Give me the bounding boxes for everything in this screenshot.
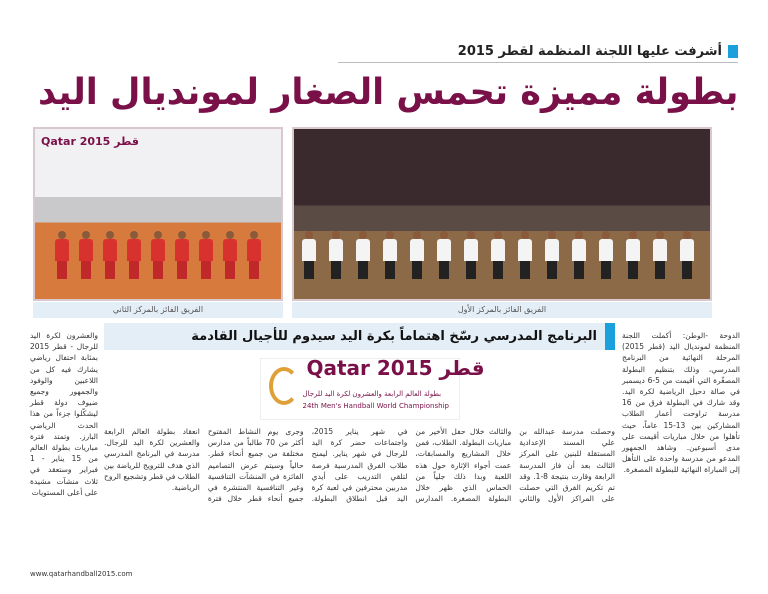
subhead-marker-icon	[605, 323, 615, 350]
player-figure	[572, 231, 586, 279]
player-figure	[410, 231, 424, 279]
photo-second-place-team	[33, 127, 283, 301]
photo-banner: Qatar 2015 قطر	[41, 135, 139, 148]
website-link[interactable]: www.qatarhandball2015.com	[30, 570, 133, 578]
player-figure	[464, 231, 478, 279]
player-figure	[680, 231, 694, 279]
article-column-right: الدوحة -الوطن: أكملت اللجنة المنظمة لمونديال اليد (قطر 2015) المرحلة النهائية من البرنامج المدرسي، وذلك بتنظيم البطولة المصغّرة التي أقيمت من 5-6 ديسمبر في صالة دحيل الرياضية لكرة اليد. وقد شارك في البطولة فرق من 16 مدرسة تراوحت أعمار الطلاب المشاركين بين 13-15 عاماً، حيث تأهلوا من خلال مباريات أقيمت على مدى أسبوعين. وشاهد الجمهور المدعو من مدرسة واحدة على التأهل إلى المباراة النهائية للبطولة المصغرة.	[622, 331, 740, 475]
player-figure	[55, 231, 69, 279]
player-figure	[545, 231, 559, 279]
article-column-left: والعشرون لكرة اليد للرجال - قطر 2015 بمثابة احتفال رياضي يشارك فيه كل من اللاعبين والوفود والجمهور وجميع ضيوف دولة قطر ليشكّلوا جزءاً من هذا الحدث الرياضي البارز. وتمتد فترة مباريات بطولة العالم من 15 يناير - 1 فبراير وستعقد في ثلاث منشآت مشيدة على أعلى المستويات	[30, 331, 98, 497]
player-figure	[653, 231, 667, 279]
headline: بطولة مميزة تحمس الصغار لمونديال اليد	[37, 72, 738, 113]
player-figure	[356, 231, 370, 279]
kicker	[338, 40, 738, 63]
caption-right: الفريق الفائز بالمركز الأول	[292, 302, 712, 318]
article-body: وحصلت مدرسة عبدالله بن علي المسند الإعدادية المستقلة للبنين على المركز الثالث بعد أن فاز المدرسة الرابعة وقارت بنتيجة 8-1. وقد تم تكريم الفرق التي حصلت على المراكز الأول والثاني والثالث خلال حفل الأخير من مباريات البطولة. الطلاب، فمن خلال المشاريع والمسابقات، عمت أجواء الإثارة حول هذه اللعبة وبدا ذلك جلياً من الحماس الذي ظهر خلال البطولة المصغرة. المدارس في شهر يناير 2015، واجتماعات حضر كرة اليد للرجال في شهر يناير. ليمنح طلاب الفرق المدرسية فرصة لتلقي التدريب على أيدي مدربين محترفين في لعبة كرة اليد قبل انطلاق البطولة. وجرى يوم النشاط المفتوح أكثر من 70 طالباً من مدارس مختلفة من جميع أنحاء قطر. حالياً وسيتم عرض التصاميم الفائزة في المنشآت التنافسية وغير التنافسية المنتشرة في جميع أنحاء قطر خلال فترة انعقاد بطولة العالم الرابعة والعشرين لكرة اليد للرجال. مدرسة في البرنامج المدرسي الذي هدف للترويج للرياضة بين الطلاب في قطر وتشجيع الروح الرياضية.	[104, 427, 615, 504]
photo-first-place-team	[292, 127, 712, 301]
player-figure	[329, 231, 343, 279]
player-figure	[247, 231, 261, 279]
logo-arabic: بطولة العالم الرابعة والعشرون لكرة اليد للرجال	[302, 390, 442, 398]
player-figure	[151, 231, 165, 279]
player-figure	[518, 231, 532, 279]
logo-english: 24th Men's Handball World Championship	[302, 402, 449, 410]
player-figure	[437, 231, 451, 279]
player-figure	[103, 231, 117, 279]
logo-title: Qatar 2015 قطر	[306, 356, 485, 380]
player-figure	[79, 231, 93, 279]
kicker-text: أشرفت عليها اللجنة المنظمة لقطر 2015	[457, 43, 722, 59]
player-figure	[223, 231, 237, 279]
player-figure	[491, 231, 505, 279]
player-figure	[302, 231, 316, 279]
kicker-marker-icon	[728, 45, 738, 58]
logo-swirl-icon	[269, 367, 299, 405]
player-figure	[383, 231, 397, 279]
player-figure	[199, 231, 213, 279]
article-body-area	[104, 356, 615, 504]
player-figure	[127, 231, 141, 279]
qatar-2015-logo	[260, 356, 485, 420]
player-figure	[599, 231, 613, 279]
subheadline	[104, 323, 615, 350]
subhead-text: البرنامج المدرسي رسّخ اهتماماً بكرة اليد سيدوم للأجيال القادمة	[191, 329, 597, 344]
headline-container	[38, 66, 738, 120]
player-figure	[175, 231, 189, 279]
player-figure	[626, 231, 640, 279]
caption-left: الفريق الفائز بالمركز الثاني	[33, 302, 283, 318]
